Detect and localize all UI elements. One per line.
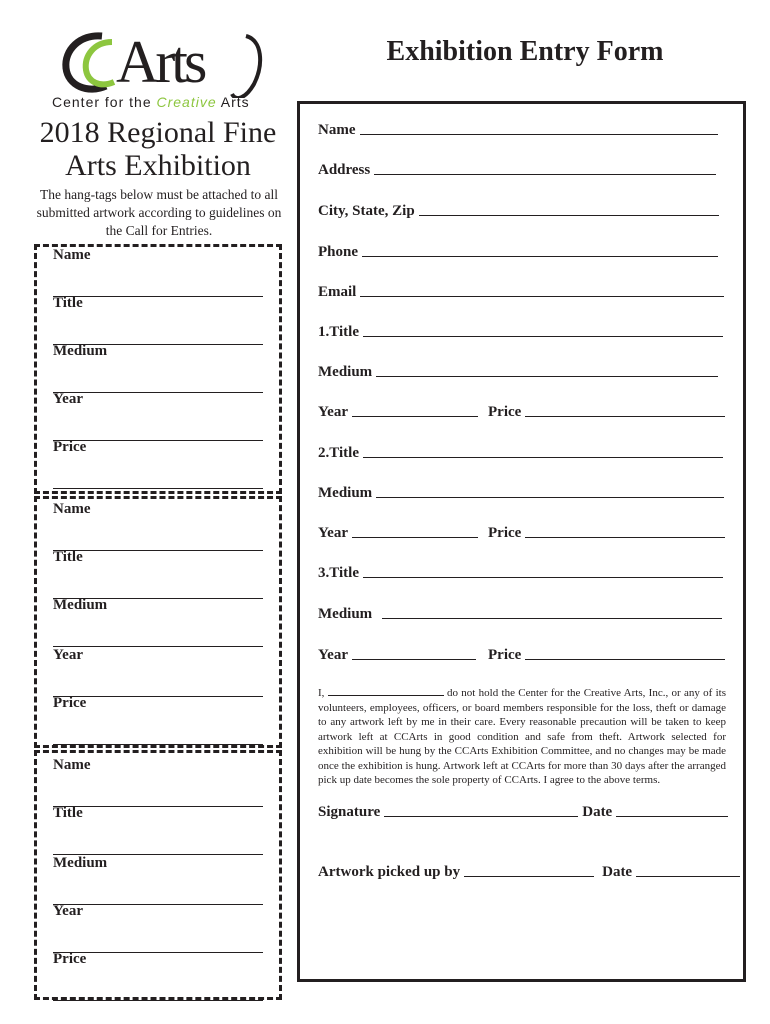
signature-date-field[interactable]: Signature Date: [318, 804, 728, 821]
hang-tag-field[interactable]: Price: [53, 695, 263, 745]
hang-tag-field[interactable]: Title: [53, 295, 263, 345]
hang-tag-field[interactable]: Title: [53, 805, 263, 855]
event-title: 2018 Regional Fine Arts Exhibition: [39, 116, 277, 182]
waiver-name-blank[interactable]: [328, 695, 444, 696]
phone-field[interactable]: Phone: [318, 244, 718, 261]
title-2-field[interactable]: 2.Title: [318, 445, 723, 462]
hang-tag-field[interactable]: Price: [53, 951, 263, 1001]
hang-tag-field[interactable]: Medium: [53, 343, 263, 393]
waiver-text: I, do not hold the Center for the Creative Arts, Inc., or any of its volunteers, employees, officers, or board members responsible for the loss, theft or damage to any artwork left by me in their care. Every reasonable precaution will be taken to keep artwork left at CCArts in good condition and safe from theft. Artwork selected for exhibition will be hung by the CCArts Exhibition Committee, and no changes may be made once the exhibition is hung. Artwork left at CCArts for more than 30 days after the arranged pick up date becomes the sole property of CCArts. I agree to the above terms.: [318, 687, 726, 786]
city-state-zip-field[interactable]: City, State, Zip: [318, 203, 719, 220]
year-price-2-field[interactable]: Year Price: [318, 525, 725, 542]
hang-tag-field[interactable]: Medium: [53, 597, 263, 647]
hang-tag-3: [34, 750, 282, 1000]
year-price-1-field[interactable]: Year Price: [318, 404, 725, 421]
medium-1-field[interactable]: Medium: [318, 364, 718, 381]
email-field[interactable]: Email: [318, 284, 724, 301]
hang-tag-field[interactable]: Name: [53, 501, 263, 551]
hang-tag-1: [34, 244, 282, 494]
hang-tag-field[interactable]: Year: [53, 647, 263, 697]
hang-tag-field[interactable]: Price: [53, 439, 263, 489]
intro-text: The hang-tags below must be attached to all submitted artwork according to guidelines on the Call for Entries.: [36, 187, 282, 238]
entry-form: [297, 101, 746, 982]
logo-subtitle: Center for the Creative Arts: [52, 94, 250, 110]
medium-3-field[interactable]: Medium: [318, 606, 722, 623]
name-field[interactable]: Name: [318, 122, 718, 139]
form-title: Exhibition Entry Form: [386, 36, 664, 67]
hang-tag-2: [34, 496, 282, 748]
hang-tag-field[interactable]: Year: [53, 903, 263, 953]
year-price-3-field[interactable]: Year Price: [318, 647, 725, 664]
ccarts-logo: [50, 28, 280, 116]
title-3-field[interactable]: 3.Title: [318, 565, 723, 582]
hang-tag-field[interactable]: Name: [53, 247, 263, 297]
hang-tag-field[interactable]: Year: [53, 391, 263, 441]
medium-2-field[interactable]: Medium: [318, 485, 724, 502]
title-1-field[interactable]: 1.Title: [318, 324, 723, 341]
hang-tag-field[interactable]: Title: [53, 549, 263, 599]
address-field[interactable]: Address: [318, 162, 716, 179]
hang-tag-field[interactable]: Medium: [53, 855, 263, 905]
hang-tag-field[interactable]: Name: [53, 757, 263, 807]
logo-wordmark: Arts: [116, 29, 204, 95]
picked-up-date-field[interactable]: Artwork picked up by Date: [318, 864, 740, 881]
